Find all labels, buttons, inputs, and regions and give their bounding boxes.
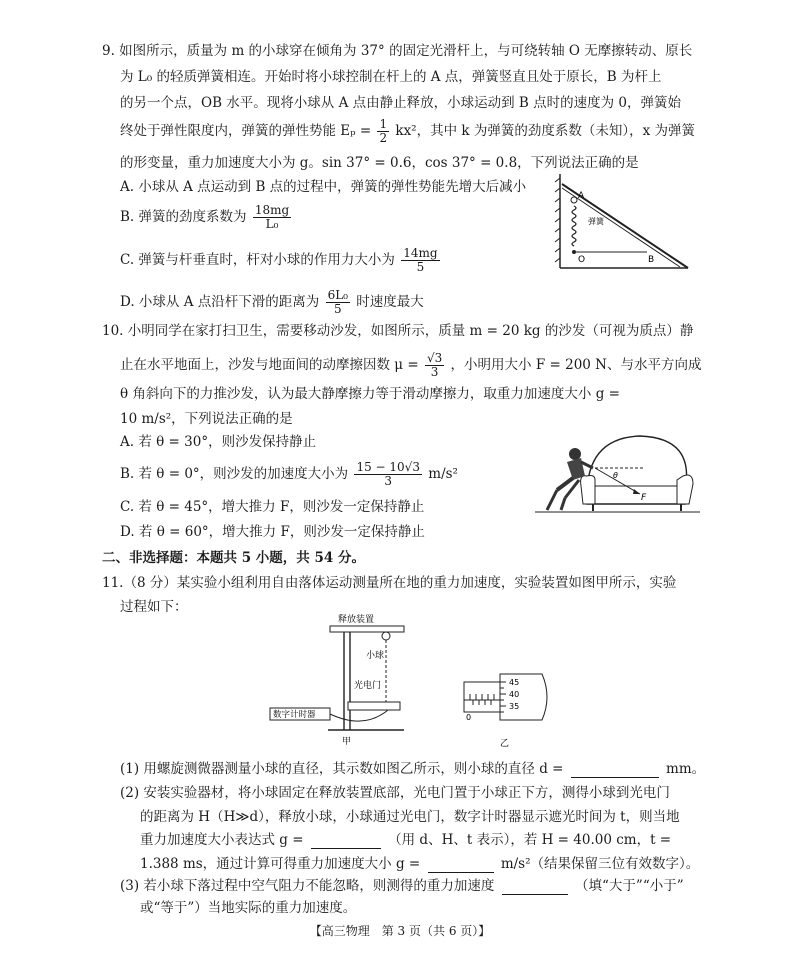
q10-line-3: θ 角斜向下的力推沙发，认为最大静摩擦力等于滑动摩擦力，取重力加速度大小 g = — [120, 386, 620, 402]
q11-sub-2-line-2: 的距离为 H（H≫d），释放小球，小球通过光电门，数字计时器显示遮光时间为 t，则当地 — [140, 809, 680, 825]
q11-sub-2-line-3-pre: 重力加速度大小表达式 g = — [140, 832, 304, 848]
q9-option-c-num: 14mg — [403, 246, 438, 260]
q11-answer-blank-1[interactable] — [571, 763, 659, 778]
q9-option-d-fraction — [326, 289, 350, 316]
q10-mu-den: 3 — [430, 365, 439, 379]
q9-line-1: 9. 如图所示，质量为 m 的小球穿在倾角为 37° 的固定光滑杆上，与可绕转轴 O 无摩擦转动、原长 — [102, 43, 693, 59]
q11-label-gate: 光电门 — [354, 681, 382, 691]
q9-option-b — [120, 204, 293, 231]
q9-option-d-den: 5 — [333, 302, 342, 316]
q11-label-45: 45 — [509, 678, 520, 687]
q9-line-5: 的形变量，重力加速度大小为 g。sin 37° = 0.6，cos 37° = 0.8，下列说法正确的是 — [120, 155, 639, 171]
q11-label-timer: 数字计时器 — [273, 710, 316, 720]
q11-answer-blank-4[interactable] — [502, 880, 568, 895]
q9-half-num: 1 — [379, 117, 388, 131]
q11-label-35: 35 — [509, 702, 520, 711]
q10-label-f: F — [641, 493, 647, 503]
q10-figure — [535, 428, 700, 520]
q11-label-yi: 乙 — [500, 739, 510, 749]
q11-sub-2-line-3-post: （用 d、H、t 表示），若 H = 40.00 cm，t = — [388, 832, 672, 848]
q10-mu-num: √3 — [426, 351, 443, 365]
q11-sub-2-line-1: (2) 安装实验器材，将小球固定在释放装置底部，光电门置于小球正下方，测得小球到光电门 — [120, 785, 670, 801]
q10-line-2-post: ，小明用大小 F = 200 N、与水平方向成 — [450, 357, 702, 373]
q9-figure — [552, 172, 692, 272]
q9-option-b-text: B. 弹簧的劲度系数为 — [120, 209, 247, 225]
q9-option-c-den: 5 — [416, 260, 425, 274]
q9-option-b-den: L₀ — [265, 217, 279, 231]
q11-line-1: 11.（8 分）某实验小组利用自由落体运动测量所在地的重力加速度，实验装置如图甲所示，实验 — [102, 575, 677, 591]
q9-line-4-post: kx²，其中 k 为弹簧的劲度系数（未知），x 为弹簧 — [395, 123, 696, 139]
q9-option-d-text: D. 小球从 A 点沿杆下滑的距离为 — [120, 294, 320, 310]
q11-label-40: 40 — [509, 690, 520, 699]
q11-sub-3-line-1-pre: (3) 若小球下落过程中空气阻力不能忽略，则测得的重力加速度 — [120, 878, 495, 894]
q10-line-1: 10. 小明同学在家打扫卫生，需要移动沙发，如图所示，质量 m = 20 kg 的沙发（可视为质点）静 — [102, 323, 694, 339]
q11-label-0: 0 — [466, 713, 472, 722]
q9-label-b: B — [648, 255, 655, 265]
q11-line-2: 过程如下： — [120, 599, 188, 615]
q11-figure-jia-svg — [268, 612, 418, 748]
q10-option-b — [120, 461, 458, 488]
q11-answer-blank-3[interactable] — [428, 858, 494, 873]
q10-line-2 — [120, 352, 701, 379]
q11-sub-2-line-4 — [140, 855, 699, 873]
q9-half-fraction — [377, 118, 389, 145]
q11-sub-2-line-4-post: m/s²（结果保留三位有效数字）。 — [500, 856, 700, 872]
q11-sub-1 — [120, 760, 705, 778]
q10-line-4: 10 m/s²，下列说法正确的是 — [120, 411, 293, 427]
q10-option-b-num: 15 − 10√3 — [356, 460, 420, 474]
q10-figure-svg — [535, 428, 700, 520]
q9-line-4-pre: 终处于弹性限度内，弹簧的弹性势能 Eₚ = — [120, 123, 372, 139]
q9-label-spring: 弹簧 — [588, 217, 604, 226]
q10-option-b-fraction — [354, 461, 422, 488]
q9-option-d-num: 6L₀ — [327, 288, 348, 302]
q10-label-theta: θ — [613, 471, 618, 480]
q10-option-b-den: 3 — [384, 474, 393, 488]
q9-line-4 — [120, 118, 695, 145]
q9-line-2: 为 L₀ 的轻质弹簧相连。开始时将小球控制在杆上的 A 点，弹簧竖直且处于原长，B 为杆上 — [120, 69, 662, 85]
q9-label-o: O — [578, 255, 586, 265]
q9-option-b-num: 18mg — [254, 203, 290, 217]
q10-option-b-text: B. 若 θ = 0°，则沙发的加速度大小为 — [120, 466, 349, 482]
q11-sub-1-unit: mm。 — [666, 761, 706, 777]
q11-label-jia: 甲 — [342, 737, 352, 747]
q9-half-den: 2 — [379, 131, 388, 145]
q10-option-b-unit: m/s² — [428, 466, 458, 482]
q11-label-ball: 小球 — [366, 651, 385, 661]
q11-sub-3-line-1-post: （填“大于”“小于” — [575, 878, 684, 894]
q9-option-b-fraction — [253, 204, 291, 231]
section-2-heading: 二、非选择题：本题共 5 小题，共 54 分。 — [102, 550, 365, 566]
q9-option-c-fraction — [401, 247, 439, 274]
q9-label-a: A — [578, 191, 585, 201]
q11-label-release: 释放装置 — [338, 615, 375, 625]
q9-option-c — [120, 247, 442, 274]
q11-answer-blank-2[interactable] — [311, 834, 381, 849]
q11-sub-2-line-3 — [140, 831, 671, 849]
q10-line-2-pre: 止在水平地面上，沙发与地面间的动摩擦因数 μ = — [120, 357, 419, 373]
q11-figure-yi-svg — [462, 672, 562, 752]
q11-figure-yi — [462, 672, 562, 752]
q11-figure-jia — [268, 612, 418, 748]
q10-mu-fraction — [425, 352, 444, 379]
q11-sub-3-line-2: 或“等于”）当地实际的重力加速度。 — [140, 900, 357, 916]
q11-sub-1-text: (1) 用螺旋测微器测量小球的直径，其示数如图乙所示，则小球的直径 d = — [120, 761, 564, 777]
q9-option-d-post: 时速度最大 — [356, 294, 424, 310]
q9-figure-svg — [552, 172, 692, 272]
q9-option-c-text: C. 弹簧与杆垂直时，杆对小球的作用力大小为 — [120, 252, 395, 268]
q9-line-3: 的另一个点，OB 水平。现将小球从 A 点由静止释放，小球运动到 B 点时的速度为 0，弹簧始 — [120, 95, 681, 111]
q10-option-d: D. 若 θ = 60°，增大推力 F，则沙发一定保持静止 — [120, 524, 425, 540]
q10-option-a: A. 若 θ = 30°，则沙发保持静止 — [120, 434, 317, 450]
page-footer: 【高三物理 第 3 页（共 6 页）】 — [309, 924, 491, 938]
q11-sub-2-line-4-pre: 1.388 ms，通过计算可得重力加速度大小 g = — [140, 856, 421, 872]
q9-option-a: A. 小球从 A 点运动到 B 点的过程中，弹簧的弹性势能先增大后减小 — [120, 179, 527, 195]
q9-option-d — [120, 289, 424, 316]
q11-sub-3-line-1 — [120, 877, 684, 895]
q10-option-c: C. 若 θ = 45°，增大推力 F，则沙发一定保持静止 — [120, 499, 425, 515]
